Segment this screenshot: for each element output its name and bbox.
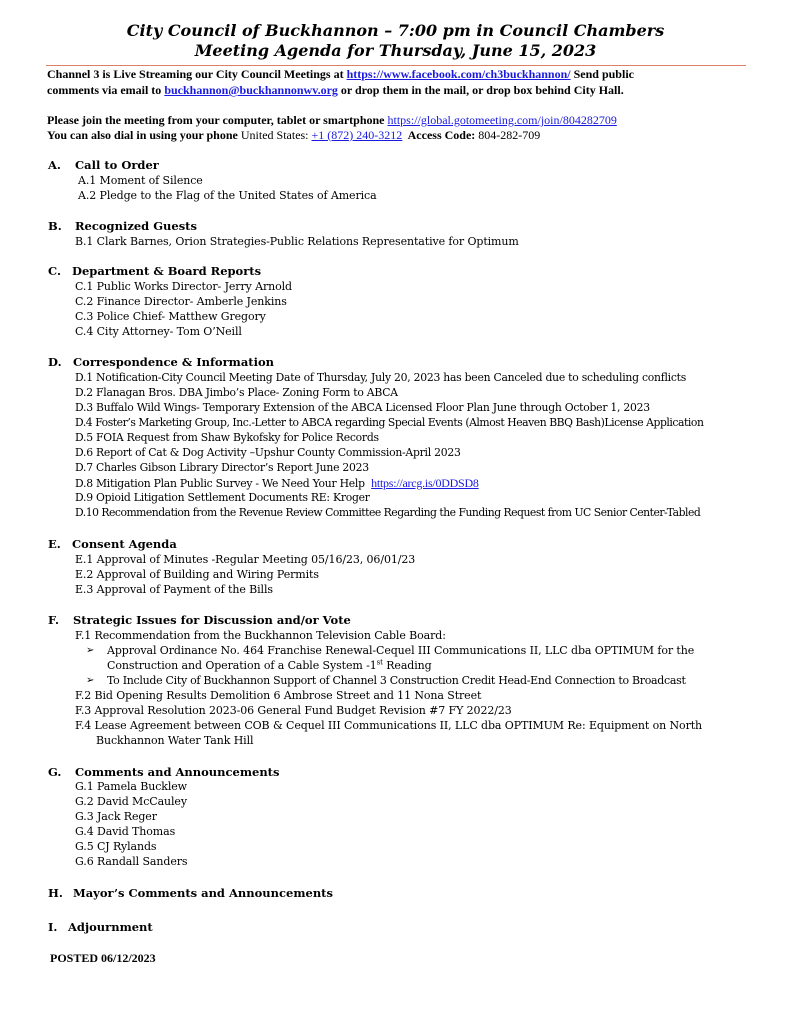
agenda-item-f3: F.3 Approval Resolution 2023-06 General Fund Budget Revision #7 FY 2022/23 — [75, 704, 512, 717]
agenda-title: City Council of Buckhannon – 7:00 pm in Council Chambers — [126, 21, 665, 40]
comments-prefix: comments via email to — [47, 83, 165, 97]
join-prefix: Please join the meeting from your computer, tablet or smartphone — [47, 113, 388, 127]
stream-suffix: Send public — [570, 67, 634, 81]
section-c-letter: C. — [48, 264, 61, 278]
agenda-item-d2: D.2 Flanagan Bros. DBA Jimbo’s Place- Zoning Form to ABCA — [75, 386, 398, 399]
agenda-item-g1: G.1 Pamela Bucklew — [75, 780, 188, 793]
stream-prefix: Channel 3 is Live Streaming our City Council Meetings at — [47, 67, 347, 81]
section-d-letter: D. — [48, 355, 62, 369]
section-c-title: Department & Board Reports — [72, 264, 262, 278]
arrow-bullet-icon: ➢ — [86, 675, 95, 686]
agenda-item-g5: G.5 CJ Rylands — [75, 840, 157, 853]
agenda-item-c4: C.4 City Attorney- Tom O’Neill — [75, 325, 242, 338]
agenda-item-f1: F.1 Recommendation from the Buckhannon Television Cable Board: — [75, 629, 446, 642]
stream-notice-line2 — [47, 83, 624, 98]
section-g-title: Comments and Announcements — [75, 765, 280, 779]
agenda-item-e2: E.2 Approval of Building and Wiring Permits — [75, 568, 319, 581]
agenda-item-d8 — [75, 476, 479, 491]
ordinal-suffix: st — [376, 658, 383, 667]
agenda-item-e3: E.3 Approval of Payment of the Bills — [75, 583, 273, 596]
agenda-item-f4-line2: Buckhannon Water Tank Hill — [96, 734, 254, 747]
bullet1-text: Construction and Operation of a Cable System -1 — [107, 659, 377, 672]
agenda-item-f1-bullet2: To Include City of Buckhannon Support of Channel 3 Construction Credit Head-End Connection to Broadcast — [107, 674, 686, 687]
dial-phone-link[interactable]: +1 (872) 240-3212 — [311, 128, 403, 142]
section-f-letter: F. — [48, 613, 60, 627]
section-b-letter: B. — [48, 219, 62, 233]
agenda-item-f1-bullet1-line1: Approval Ordinance No. 464 Franchise Renewal-Cequel III Communications II, LLC dba OPTIMUM for the — [107, 644, 695, 657]
agenda-item-d6: D.6 Report of Cat & Dog Activity –Upshur County Commission-April 2023 — [75, 446, 461, 459]
agenda-item-d10: D.10 Recommendation from the Revenue Review Committee Regarding the Funding Request from UC Senior Center-Tabled — [75, 506, 701, 519]
email-link[interactable]: buckhannon@buckhannonwv.org — [164, 83, 338, 97]
agenda-item-f4-line1: F.4 Lease Agreement between COB & Cequel III Communications II, LLC dba OPTIMUM Re: Equipment on North — [75, 719, 703, 732]
section-f-title: Strategic Issues for Discussion and/or Vote — [73, 613, 351, 627]
comments-suffix: or drop them in the mail, or drop box behind City Hall. — [337, 83, 624, 97]
section-i-title: Adjournment — [68, 920, 153, 934]
agenda-item-e1: E.1 Approval of Minutes -Regular Meeting 05/16/23, 06/01/23 — [75, 553, 416, 566]
agenda-item-f1-bullet1-line2 — [107, 659, 432, 673]
agenda-item-d8-text: D.8 Mitigation Plan Public Survey - We Need Your Help — [75, 477, 372, 490]
agenda-item-g2: G.2 David McCauley — [75, 795, 187, 808]
agenda-item-d4: D.4 Foster’s Marketing Group, Inc.-Letter to ABCA regarding Special Events (Almost Heaven BBQ Bash)License Application — [75, 416, 704, 429]
agenda-item-d7: D.7 Charles Gibson Library Director’s Report June 2023 — [75, 461, 369, 474]
arrow-bullet-icon: ➢ — [86, 645, 95, 656]
agenda-item-d1: D.1 Notification-City Council Meeting Date of Thursday, July 20, 2023 has been Canceled due to scheduling conflicts — [75, 371, 687, 384]
facebook-stream-link[interactable]: https://www.facebook.com/ch3buckhannon/ — [346, 67, 571, 81]
agenda-item-d9: D.9 Opioid Litigation Settlement Documents RE: Kroger — [75, 491, 370, 504]
agenda-item-f2: F.2 Bid Opening Results Demolition 6 Ambrose Street and 11 Nona Street — [75, 689, 482, 702]
dial-in-line — [47, 128, 540, 143]
agenda-subtitle: Meeting Agenda for Thursday, June 15, 2023 — [194, 41, 597, 60]
agenda-item-g6: G.6 Randall Sanders — [75, 855, 188, 868]
stream-notice-line1 — [47, 67, 634, 82]
agenda-item-d5: D.5 FOIA Request from Shaw Bykofsky for Police Records — [75, 431, 379, 444]
agenda-item-b1: B.1 Clark Barnes, Orion Strategies-Public Relations Representative for Optimum — [75, 235, 519, 248]
agenda-item-c1: C.1 Public Works Director- Jerry Arnold — [75, 280, 292, 293]
agenda-item-c2: C.2 Finance Director- Amberle Jenkins — [75, 295, 287, 308]
agenda-item-a1: A.1 Moment of Silence — [78, 174, 203, 187]
header-divider — [46, 65, 746, 66]
access-code: 804-282-709 — [478, 128, 541, 142]
section-h-letter: H. — [48, 886, 63, 900]
agenda-item-a2: A.2 Pledge to the Flag of the United States of America — [78, 189, 377, 202]
section-a-title: Call to Order — [75, 158, 159, 172]
join-meeting-line — [47, 113, 617, 128]
survey-link[interactable]: https://arcg.is/0DDSD8 — [371, 476, 479, 490]
section-h-title: Mayor’s Comments and Announcements — [73, 886, 333, 900]
gotomeeting-link[interactable]: https://global.gotomeeting.com/join/804282709 — [387, 113, 617, 127]
section-e-title: Consent Agenda — [72, 537, 177, 551]
agenda-item-g3: G.3 Jack Reger — [75, 810, 157, 823]
bullet1-text-end: Reading — [382, 659, 432, 672]
section-a-letter: A. — [48, 158, 61, 172]
dial-prefix: You can also dial in using your phone — [47, 128, 241, 142]
access-code-label: Access Code: — [402, 128, 479, 142]
agenda-item-g4: G.4 David Thomas — [75, 825, 176, 838]
posted-date: POSTED 06/12/2023 — [50, 951, 156, 965]
section-d-title: Correspondence & Information — [73, 355, 274, 369]
section-i-letter: I. — [48, 920, 58, 934]
section-b-title: Recognized Guests — [75, 219, 197, 233]
section-g-letter: G. — [48, 765, 62, 779]
dial-country: United States: — [240, 128, 312, 142]
section-e-letter: E. — [48, 537, 61, 551]
agenda-item-d3: D.3 Buffalo Wild Wings- Temporary Extension of the ABCA Licensed Floor Plan June through October 1, 2023 — [75, 401, 650, 414]
agenda-item-c3: C.3 Police Chief- Matthew Gregory — [75, 310, 266, 323]
